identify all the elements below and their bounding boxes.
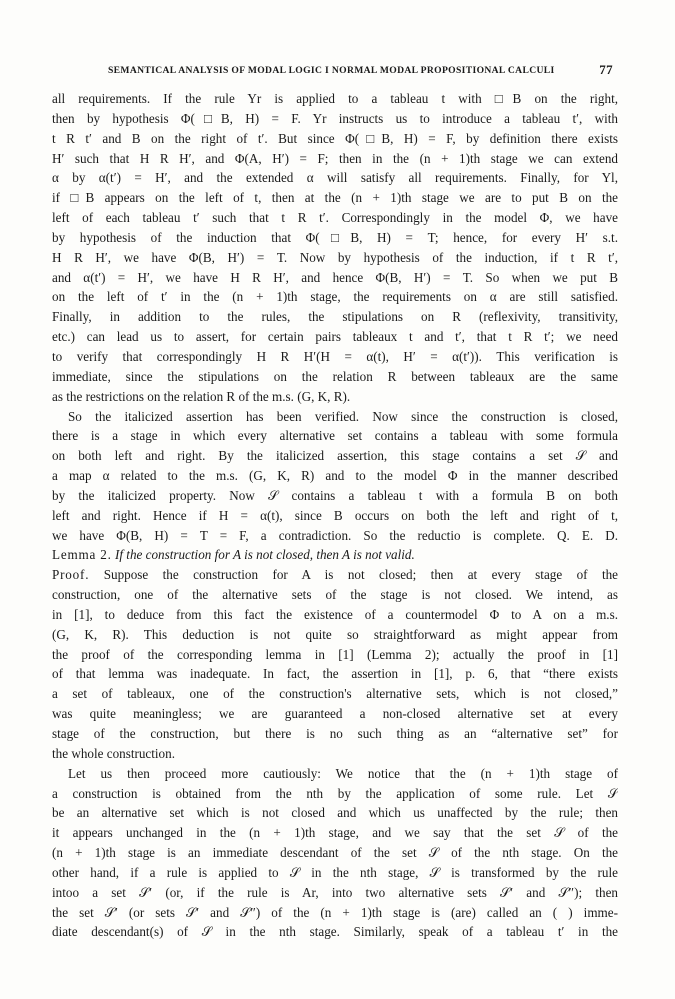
text-line: on both left and right. By the italicized assertion, this stage contains a set 𝒮 and <box>52 448 618 464</box>
text-line: a set of tableaux, one of the construction's alternative sets, which is not closed,” <box>52 686 618 702</box>
text-line: a map α related to the m.s. (G, K, R) and to the model Φ in the manner described <box>52 468 618 484</box>
body-text <box>52 89 618 942</box>
text-line <box>52 565 618 585</box>
text-line: immediate, since the stipulations on the relation R between tableaux are the same <box>52 368 618 384</box>
text-line: Let us then proceed more cautiously: We notice that the (n + 1)th stage of <box>68 765 618 781</box>
proof-paragraph <box>52 565 618 763</box>
text-line: of that lemma was inadequate. In fact, the assertion in [1], p. 6, that “there exists <box>52 666 618 682</box>
text-line: in [1], to deduce from this fact the existence of a countermodel Φ to A on a m.s. <box>52 606 618 622</box>
text-line: if □B appears on the left of t, then at the (n + 1)th stage we are to put B on the <box>52 190 618 206</box>
page-number: 77 <box>599 62 613 77</box>
text-line: the whole construction. <box>52 745 175 761</box>
lemma-line <box>52 545 618 565</box>
text-line: was quite meaningless; we are guaranteed a non-closed alternative set at every <box>52 706 618 722</box>
running-title: SEMANTICAL ANALYSIS OF MODAL LOGIC I NORMAL MODAL PROPOSITIONAL CALCULI <box>108 65 555 76</box>
text-line: it appears unchanged in the (n + 1)th stage, and we say that the set 𝒮 of the <box>52 825 618 841</box>
lemma-2 <box>52 545 618 565</box>
text-line: (G, K, R). This deduction is not quite so straightforward as might appear from <box>52 626 618 642</box>
text-line: to verify that correspondingly H R H′(H = α(t), H′ = α(t′)). This verification is <box>52 348 618 364</box>
text-line: by hypothesis of the induction that Φ(□B, H) = T; hence, for every H′ s.t. <box>52 229 618 245</box>
lemma-statement: If the construction for A is not closed, then A is not valid. <box>114 547 415 563</box>
text-line: there is a stage in which every alternative set contains a tableau with some formula <box>52 428 618 444</box>
proof-first-line: Suppose the construction for A is not closed; then at every stage of the <box>89 567 618 583</box>
text-line: stage of the construction, but there is no such thing as an “alternative set” for <box>52 726 618 741</box>
text-line: H R H′, we have Φ(B, H′) = T. Now by hypothesis of the induction, if t R t′, <box>52 249 618 265</box>
text-line: as the restrictions on the relation R of the m.s. (G, K, R). <box>52 388 351 404</box>
text-line: left of each tableau t′ such that t R t′. Correspondingly in the model Φ, we have <box>52 210 618 226</box>
text-line: all requirements. If the rule Yr is applied to a tableau t with □B on the right, <box>52 91 618 106</box>
running-header <box>108 62 613 80</box>
text-line: the set 𝒮′ (or sets 𝒮′ and 𝒮″) of the (n + 1)th stage is (are) called an ( ) imme- <box>52 904 618 920</box>
text-line: α by α(t′) = H′, and the extended α will satisfy all requirements. Finally, for Yl, <box>52 170 618 186</box>
text-line: the proof of the corresponding lemma in [1] (Lemma 2); actually the proof in [1] <box>52 646 618 662</box>
text-line: be an alternative set which is not closed and which us unaffected by the rule; then <box>52 805 618 821</box>
proof-label: Proof. <box>52 567 90 583</box>
text-line: intoo a set 𝒮′ (or, if the rule is Ar, into two alternative sets 𝒮′ and 𝒮″); then <box>52 884 618 900</box>
text-line: then by hypothesis Φ(□B, H) = F. Yr instructs us to introduce a tableau t′, with <box>52 110 618 126</box>
text-line: So the italicized assertion has been verified. Now since the construction is closed, <box>68 408 618 424</box>
text-line: etc.) can lead us to assert, for certain pairs tableaux t and t′, that t R t′; we need <box>52 329 618 345</box>
text-line: construction, one of the alternative sets of the stage is not closed. We intend, as <box>52 587 618 603</box>
text-line: t R t′ and B on the right of t′. But since Φ(□B, H) = F, by definition there exists <box>52 130 618 146</box>
text-line: a construction is obtained from the nth by the application of some rule. Let 𝒮 <box>52 785 618 801</box>
paragraph-2 <box>52 407 618 546</box>
text-line: left and right. Hence if H = α(t), since B occurs on both the left and right of t, <box>52 507 618 523</box>
text-line: by the italicized property. Now 𝒮 contains a tableau t with a formula B on both <box>52 487 618 503</box>
text-line: and α(t′) = H′, we have H R H′, and hence Φ(B, H′) = T. So when we put B <box>52 269 618 285</box>
text-line: on the left of t′ in the (n + 1)th stage, the requirements on α are still satisfied. <box>52 289 618 305</box>
text-line: diate descendant(s) of 𝒮 in the nth stage. Similarly, speak of a tableau t′ in the <box>52 924 618 940</box>
text-line: we have Φ(B, H) = T = F, a contradiction. So the reductio is complete. Q. E. D. <box>52 527 618 543</box>
lemma-label: Lemma 2. <box>52 547 112 563</box>
paragraph-1 <box>52 89 618 407</box>
text-line: (n + 1)th stage is an immediate descendant of the set 𝒮 of the nth stage. On the <box>52 845 618 861</box>
text-line: other hand, if a rule is applied to 𝒮 in the nth stage, 𝒮 is transformed by the rule <box>52 864 618 880</box>
text-line: Finally, in addition to the rules, the stipulations on R (reflexivity, transitivity, <box>52 309 618 325</box>
text-line: H′ such that H R H′, and Φ(A, H′) = F; then in the (n + 1)th stage we can extend <box>52 150 618 166</box>
paragraph-4 <box>52 764 618 943</box>
